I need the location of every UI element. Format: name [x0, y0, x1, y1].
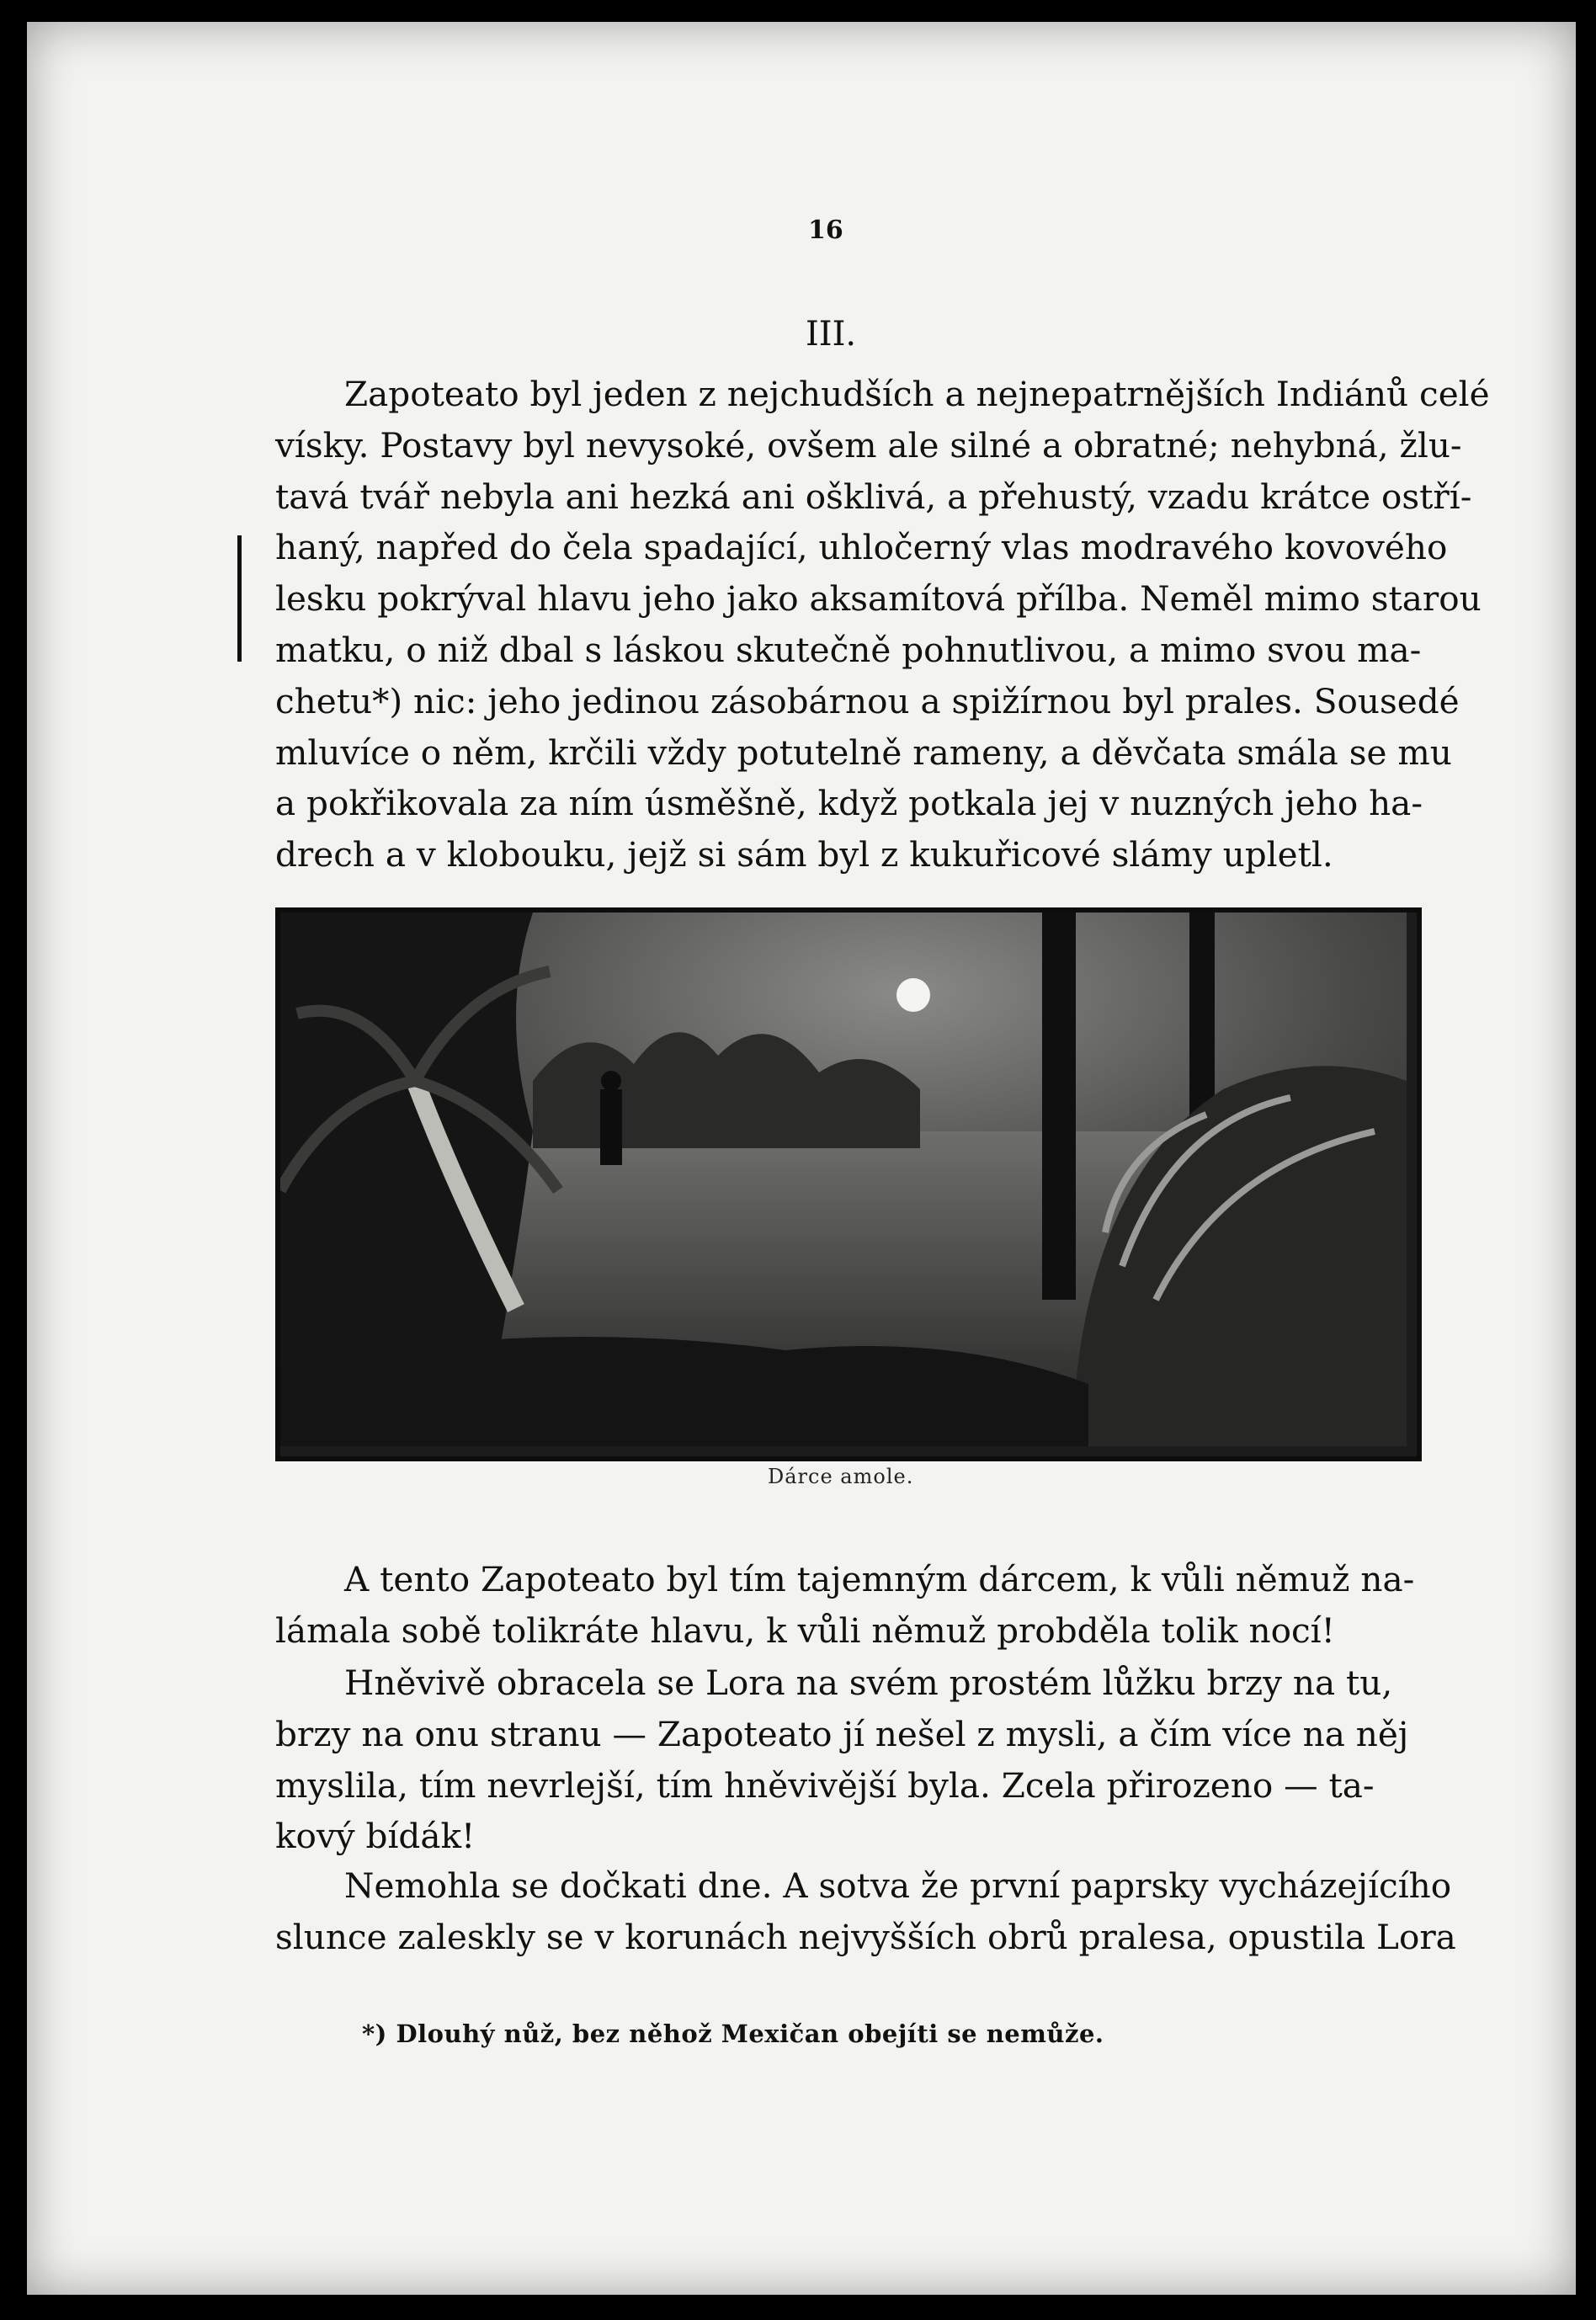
text-line: mluvíce o něm, krčili vždy potutelně rameny, a děvčata smála se mu [275, 732, 1452, 773]
paragraph-3 [275, 1658, 1412, 1862]
text-line: Nemohla se dočkati dne. A sotva že první paprsky vycházejícího [344, 1865, 1452, 1906]
illustration-caption: Dárce amole. [768, 1465, 914, 1488]
jungle-night-scene [280, 913, 1407, 1446]
paragraph-1 [275, 369, 1490, 881]
figure [600, 1089, 622, 1165]
text-line: brzy na onu stranu — Zapoteato jí nešel z mysli, a čím více na něj [275, 1713, 1409, 1754]
text-line: A tento Zapoteato byl tím tajemným dárcem, k vůli němuž na- [344, 1559, 1415, 1599]
text-line: Zapoteato byl jeden z nejchudších a nejnepatrnějších Indiánů celé [344, 374, 1490, 414]
text-line: matku, o niž dbal s láskou skutečně pohnutlivou, a mimo svou ma- [275, 629, 1422, 670]
text-line: myslila, tím nevrlejší, tím hněvivější byla. Zcela přirozeno — ta- [275, 1764, 1375, 1806]
text-line: tavá tvář nebyla ani hezká ani ošklivá, a přehustý, vzadu krátce ostří- [275, 476, 1472, 517]
footnote: *) Dlouhý nůž, bez něhož Mexičan obejíti se nemůže. [362, 2019, 1104, 2048]
page-number: 16 [808, 216, 843, 245]
engraving-illustration [275, 907, 1422, 1461]
text-line: vísky. Postavy byl nevysoké, ovšem ale silné a obratné; nehybná, žlu- [275, 424, 1462, 466]
book-page [27, 22, 1576, 2295]
text-line: kový bídák! [275, 1816, 476, 1857]
text-line: slunce zaleskly se v korunách nejvyšších obrů pralesa, opustila Lora [275, 1916, 1456, 1957]
paragraph-2 [275, 1554, 1415, 1657]
paragraph-4 [275, 1860, 1456, 1963]
moon [896, 978, 930, 1012]
margin-mark [237, 535, 242, 662]
text-line: lámala sobě tolikráte hlavu, k vůli němuž probděla tolik nocí! [275, 1610, 1335, 1651]
text-line: chetu*) nic: jeho jedinou zásobárnou a spižírnou byl prales. Sousedé [275, 680, 1460, 721]
text-line: lesku pokrýval hlavu jeho jako aksamítová přílba. Neměl mimo starou [275, 578, 1482, 620]
text-line: a pokřikovala za ním úsměšně, když potkala jej v nuzných jeho ha- [275, 783, 1423, 824]
text-line: haný, napřed do čela spadající, uhločerný vlas modravého kovového [275, 527, 1448, 568]
text-line: drech a v klobouku, jejž si sám byl z kukuřicové slámy upletl. [275, 834, 1333, 875]
chapter-heading: III. [806, 315, 857, 354]
text-line: Hněvivě obracela se Lora na svém prostém lůžku brzy na tu, [344, 1663, 1393, 1703]
